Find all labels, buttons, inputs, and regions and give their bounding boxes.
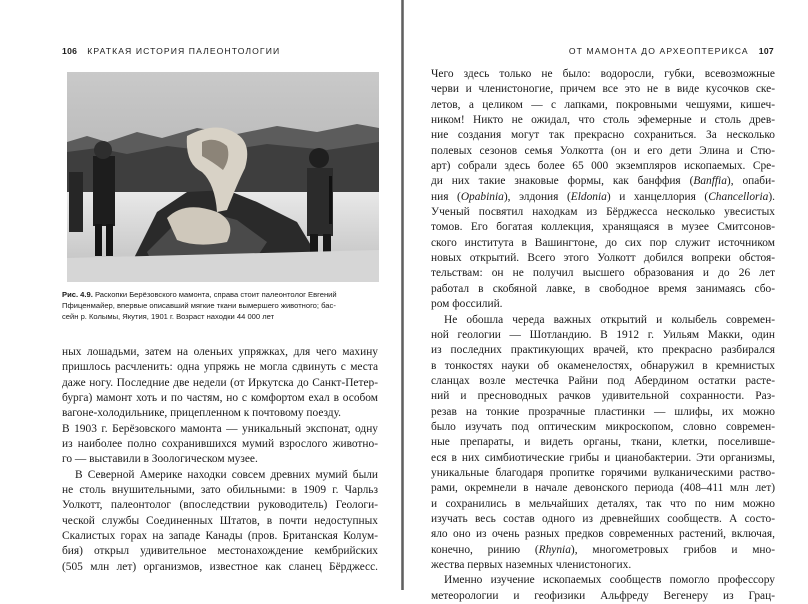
text-line: го — выставили в Зоологическом музее. bbox=[62, 453, 258, 466]
text-line: ний и пресноводных рачков удивительной сохранности. Раз- bbox=[431, 390, 775, 403]
text-line: метеорологии и геофизики Альфреду Вегенеру из Грац- bbox=[431, 589, 775, 602]
text-line: арт) собрали здесь более 65 000 экземпляров ископаемых. Сре- bbox=[431, 160, 775, 173]
mammoth-excavation-photo bbox=[67, 72, 379, 282]
text-line: томов. Его богатая коллекция, хранящаяся в музее Смитсонов- bbox=[431, 221, 775, 234]
left-body-text bbox=[62, 345, 378, 575]
text-line: ные препараты, и видеть органы, ткани, клетки, поселивше- bbox=[431, 436, 775, 449]
text-line: из наиболее полно сохранившихся мумий взрослого животно- bbox=[62, 438, 378, 451]
latin-genus-name: Banffia bbox=[693, 175, 727, 188]
left-page-number: 106 bbox=[62, 46, 78, 56]
text-line: Уолкотт, палеонтолог (впоследствии руководитель) Геологи- bbox=[62, 499, 378, 512]
latin-genus-name: Rhynia bbox=[538, 543, 571, 556]
caption-line: сейн р. Колымы, Якутия, 1901 г. Возраст находки 44 000 лет bbox=[62, 311, 275, 321]
text-line: Ученый посвятил находкам из Бёрджесса несколько увесистых bbox=[431, 206, 775, 219]
text-line: ди них такие знаковые формы, как банффия (Banffia), опаби- bbox=[431, 175, 775, 188]
text-line: летов, а целиком — с лапками, покровными чешуями, кишеч- bbox=[431, 98, 775, 111]
caption-lead: Рис. 4.9. bbox=[62, 290, 93, 299]
right-page-number: 107 bbox=[758, 46, 774, 56]
text-line: Не обошла череда важных открытий и колыбель современ- bbox=[444, 313, 775, 326]
left-page bbox=[0, 0, 401, 590]
text-line: ния (Opabinia), элдония (Eldonia) и ханцеллория (Chancelloria). bbox=[431, 190, 775, 203]
latin-genus-name: Eldonia bbox=[570, 190, 607, 203]
text-line: ние создания могут так прекрасно сохраниться. За несколько bbox=[431, 129, 775, 142]
text-line: жества первых наземных членистоногих. bbox=[431, 559, 632, 571]
text-line: Именно изучение ископаемых сообществ помогло профессору bbox=[444, 574, 775, 587]
text-line: даже ногу. Последние две недели (от Иркутска до Санкт-Петер- bbox=[62, 376, 378, 389]
text-line: не столь внушительными, зато обильными: в 1909 г. Чарльз bbox=[62, 484, 378, 497]
latin-genus-name: Chancelloria bbox=[708, 190, 769, 203]
text-line: резав на тонкие прозрачные пластинки — шлифы, их можно bbox=[431, 405, 775, 418]
text-line: ческой службы Соединенных Штатов, в почти недоступных bbox=[62, 514, 378, 527]
text-line: сланцах возле местечка Райни под Абердином остатки расте- bbox=[431, 374, 775, 387]
text-line: в тонкостях науки об окаменелостях, обнаружил в кремнистых bbox=[431, 359, 775, 372]
text-line: и сохранились в мельчайших деталях, так что по ним можно bbox=[431, 497, 775, 510]
text-line: ником! Никто не ожидал, что столь эфемерные и столь древ- bbox=[431, 114, 775, 127]
text-line: еся в них симбиотические грибы и цианобактерии. Эти организмы, bbox=[431, 451, 775, 464]
text-line: В 1903 г. Берёзовского мамонта — уникальный экспонат, одну bbox=[62, 422, 378, 435]
text-line: полевых сезонов семья Уолкотта (он и его дети Элина и Стю- bbox=[431, 144, 775, 157]
left-running-head bbox=[62, 46, 280, 60]
text-line: ского института в Вашингтоне, до сих пор служит источником bbox=[431, 236, 775, 249]
text-line: черви и членистоногие, причем все это не в виде кусочков ске- bbox=[431, 83, 775, 96]
text-line: конечно, ринию (Rhynia), многометровых грибов и мно- bbox=[431, 543, 775, 556]
right-running-head bbox=[569, 46, 774, 60]
text-line: ных лошадьми, затем на оленьих упряжках, для чего махину bbox=[62, 346, 378, 358]
text-line: работал в скобяной лавке, в свободное время занимаясь сбо- bbox=[431, 282, 775, 295]
text-line: бия) открыл удивительное местонахождение кембрийских bbox=[62, 545, 378, 558]
right-running-title: ОТ МАМОНТА ДО АРХЕОПТЕРИКСА bbox=[568, 46, 749, 56]
right-body-text bbox=[431, 67, 775, 604]
text-line: было изучать под оптическим микроскопом, словно современ- bbox=[431, 420, 775, 433]
text-line: Скалистых горах на западе Канады (пров. Британская Колум- bbox=[62, 530, 378, 543]
text-line: В Северной Америке находки совсем древних мумий были bbox=[75, 468, 378, 481]
left-running-title: КРАТКАЯ ИСТОРИЯ ПАЛЕОНТОЛОГИИ bbox=[87, 46, 281, 56]
text-line: новых открытий. Всего этого Уолкотт добился вопреки обстоя- bbox=[431, 252, 775, 265]
text-line: тельствам: он не получил высшего образования и до 26 лет bbox=[431, 267, 775, 280]
text-line: ром фоссилий. bbox=[431, 298, 503, 311]
text-line: (505 млн лет) организмов, известное как сланец Бёрджесс. bbox=[62, 560, 378, 573]
text-line: пришлось расчленить: одна упряжь не могла сдвинуть с места bbox=[62, 361, 378, 374]
text-line: вагоне-холодильнике, прицепленном к почтовому поезду. bbox=[62, 407, 342, 420]
text-line: бурга) мамонт хоть и по частям, но с комфортом ехал в особом bbox=[62, 392, 378, 405]
text-line: рами, окремнели в начале девонского периода (408–411 млн лет) bbox=[431, 482, 775, 495]
text-line: из последних практикующих врачей, кто прекрасно разбирался bbox=[431, 344, 775, 357]
text-line: изучать весь состав одного из древнейших сообществ. А состо- bbox=[431, 512, 775, 525]
text-line: яло оно из очень разных предков современных растений, включая, bbox=[431, 528, 775, 541]
figure-caption bbox=[62, 290, 382, 322]
text-line: Чего здесь только не было: водоросли, губки, всевозможные bbox=[431, 68, 775, 80]
text-line: ной геологии — Шотландию. В 1912 г. Уильям Макки, один bbox=[431, 328, 775, 341]
caption-line: Пфиценмайер, впервые описавший мягкие ткани вымершего животного; бас- bbox=[62, 300, 336, 310]
text-line: уникальные благодаря пропитке горячими вулканическими раство- bbox=[431, 466, 775, 479]
right-page bbox=[404, 0, 808, 602]
latin-genus-name: Opabinia bbox=[460, 190, 504, 203]
caption-line: Раскопки Берёзовского мамонта, справа стоит палеонтолог Евгений bbox=[92, 290, 337, 299]
